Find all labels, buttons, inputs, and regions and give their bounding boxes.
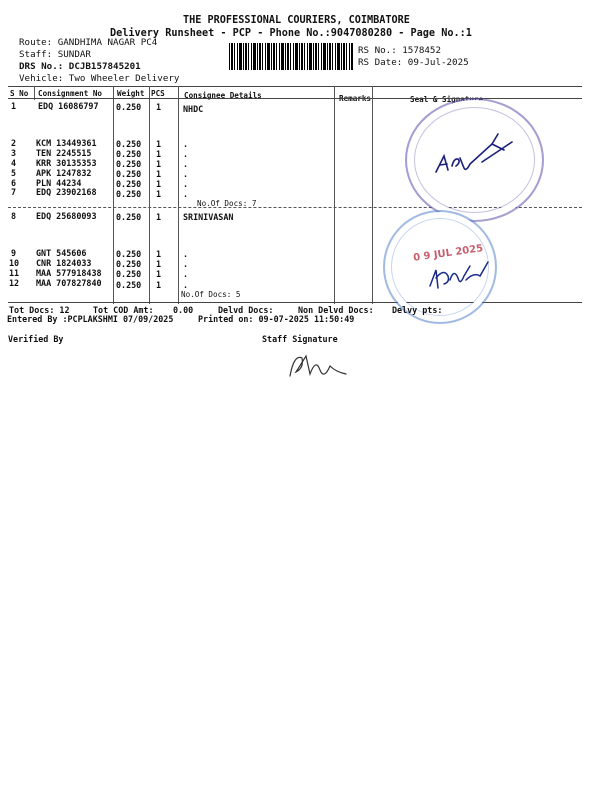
table-row-weight: 0.250 — [116, 259, 142, 269]
table-row-consignment: EDQ 23902168 — [36, 187, 97, 197]
table-row-consignment: EDQ 25680093 — [36, 211, 97, 221]
table-row-sno: 4 — [11, 158, 17, 168]
table-row-pcs: 1 — [156, 280, 162, 290]
table-row-pcs: 1 — [156, 159, 162, 169]
consignee-mark: . — [183, 179, 189, 189]
table-row-weight: 0.250 — [116, 159, 142, 169]
col-header-sno: S No — [10, 89, 29, 98]
col-divider — [149, 86, 150, 304]
table-row-consignment: PLN 44234 — [36, 178, 82, 188]
consignee-signature-1 — [432, 128, 522, 188]
total-docs: Tot Docs: 12 — [9, 305, 70, 315]
table-bottom-rule — [8, 302, 582, 303]
consignee-signature-2 — [426, 256, 496, 296]
table-row-sno: 8 — [11, 211, 17, 221]
consignee-mark: . — [183, 269, 189, 279]
table-row-consignment: GNT 545606 — [36, 248, 87, 258]
rs-number: RS No.: 1578452 — [358, 45, 441, 56]
table-row-weight: 0.250 — [116, 102, 142, 112]
table-row-weight: 0.250 — [116, 149, 142, 159]
table-row-weight: 0.250 — [116, 179, 142, 189]
col-header-seal: Seal & Signature — [410, 95, 484, 104]
table-row-weight: 0.250 — [116, 139, 142, 149]
staff-signature — [286, 348, 352, 384]
table-row-sno: 9 — [11, 248, 17, 258]
stamp-date: 0 9 JUL 2025 — [412, 243, 484, 264]
company-name: THE PROFESSIONAL COURIERS, COIMBATORE — [183, 15, 410, 26]
consignee-mark: . — [183, 259, 189, 269]
delivery-points: Delvy pts: — [392, 305, 443, 315]
consignee-name: NHDC — [183, 104, 204, 114]
table-row-weight: 0.250 — [116, 269, 142, 279]
col-divider — [334, 86, 335, 304]
table-row-sno: 5 — [11, 168, 17, 178]
table-row-pcs: 1 — [156, 259, 162, 269]
col-header-weight: Weight — [117, 89, 145, 98]
table-row-sno: 7 — [11, 187, 17, 197]
col-header-remarks: Remarks — [339, 94, 372, 103]
table-row-sno: 6 — [11, 178, 17, 188]
col-header-consignee: Consignee Details — [184, 91, 262, 100]
route-label: Route: GANDHIMA NAGAR PC4 — [19, 37, 158, 48]
table-row-consignment: MAA 707827840 — [36, 278, 102, 288]
col-divider — [178, 86, 179, 304]
consignee-mark: . — [183, 159, 189, 169]
table-row-sno: 12 — [9, 278, 20, 288]
table-row-consignment: TEN 2245515 — [36, 148, 92, 158]
table-header-rule — [8, 98, 582, 99]
staff-signature-label: Staff Signature — [262, 334, 338, 344]
table-row-pcs: 1 — [156, 212, 162, 222]
staff-label: Staff: SUNDAR — [19, 49, 91, 60]
total-cod-value: 0.00 — [173, 305, 194, 315]
col-header-pcs: PCS — [151, 89, 165, 98]
table-row-consignment: MAA 577918438 — [36, 268, 102, 278]
total-cod-label: Tot COD Amt: — [93, 305, 154, 315]
col-divider — [372, 86, 373, 304]
col-divider — [113, 86, 114, 304]
consignee-mark: . — [183, 280, 189, 290]
table-row-sno: 2 — [11, 138, 17, 148]
table-row-weight: 0.250 — [116, 189, 142, 199]
table-row-pcs: 1 — [156, 179, 162, 189]
verified-by-label: Verified By — [8, 334, 64, 344]
non-delivered-docs: Non Delvd Docs: — [298, 305, 374, 315]
col-divider — [34, 86, 35, 100]
table-row-weight: 0.250 — [116, 249, 142, 259]
table-row-weight: 0.250 — [116, 169, 142, 179]
consignee-mark: . — [183, 139, 189, 149]
table-row-consignment: KCM 13449361 — [36, 138, 97, 148]
table-row-pcs: 1 — [156, 139, 162, 149]
runsheet-title: Delivery Runsheet - PCP - Phone No.:9047080280 - Page No.:1 — [110, 28, 472, 39]
drs-number: DRS No.: DCJB157845201 — [19, 61, 141, 72]
table-row-sno: 11 — [9, 268, 20, 278]
table-row-sno: 10 — [9, 258, 20, 268]
table-row-weight: 0.250 — [116, 280, 142, 290]
consignee-mark: . — [183, 169, 189, 179]
no-of-docs: No.Of Docs: 7 — [197, 199, 257, 208]
table-row-weight: 0.250 — [116, 212, 142, 222]
table-row-pcs: 1 — [156, 169, 162, 179]
table-row-sno: 3 — [11, 148, 17, 158]
consignee-name: SRINIVASAN — [183, 212, 234, 222]
table-row-pcs: 1 — [156, 102, 162, 112]
col-header-consignment: Consignment No — [38, 89, 103, 98]
table-row-pcs: 1 — [156, 189, 162, 199]
printed-on: Printed on: 09-07-2025 11:50:49 — [198, 314, 355, 324]
table-row-sno: 1 — [11, 101, 17, 111]
rs-date: RS Date: 09-Jul-2025 — [358, 57, 469, 68]
consignee-mark: . — [183, 189, 189, 199]
table-row-pcs: 1 — [156, 149, 162, 159]
delivered-docs: Delvd Docs: — [218, 305, 274, 315]
consignee-mark: . — [183, 149, 189, 159]
consignee-mark: . — [183, 249, 189, 259]
vehicle-label: Vehicle: Two Wheeler Delivery — [19, 73, 180, 84]
table-row-pcs: 1 — [156, 269, 162, 279]
table-row-consignment: EDQ 16086797 — [38, 101, 99, 111]
barcode — [229, 43, 353, 70]
table-row-pcs: 1 — [156, 249, 162, 259]
no-of-docs: No.Of Docs: 5 — [181, 290, 241, 299]
entered-by: Entered By :PCPLAKSHMI 07/09/2025 — [7, 314, 174, 324]
table-row-consignment: KRR 30135353 — [36, 158, 97, 168]
table-top-rule — [8, 86, 582, 87]
table-row-consignment: APK 1247832 — [36, 168, 92, 178]
table-row-consignment: CNR 1824033 — [36, 258, 92, 268]
